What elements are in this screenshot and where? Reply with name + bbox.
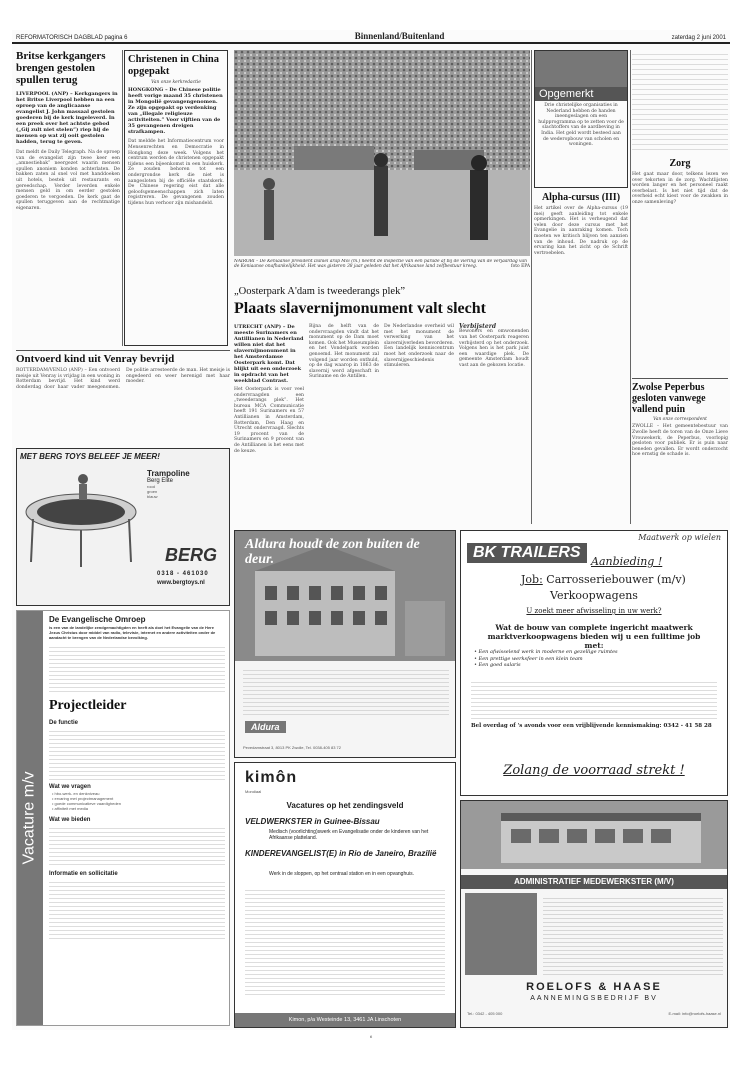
article-liverpool xyxy=(16,50,120,350)
caption-text: NAIROBI – De Keniaanse president Daniel arap Moi (m.) neemt de inspectie van een parade af bij de viering van de verjaardag van de Keniaanse onafhankelijkheid. Het was gisteren 38 jaar geleden dat het Afrikaanse land zelfbestuur kreeg. xyxy=(234,259,527,270)
ad-body-text xyxy=(49,644,225,692)
header-paper: REFORMATORISCH DAGBLAD pagina 6 xyxy=(16,35,128,41)
ad-sub: Mondiaal xyxy=(245,789,262,794)
ad-top: Maatwerk op wielen xyxy=(638,533,721,542)
page-number: 6 xyxy=(369,1034,373,1039)
photo-caption xyxy=(234,259,530,283)
ad-aanbieding: Aanbieding ! xyxy=(591,555,663,568)
ad-contact-left: Tel.: 0342 - 405 000 xyxy=(467,1011,503,1016)
letter-title: Zorg xyxy=(669,158,691,169)
ad-vacancy-2-desc: Werk in de sloppen, op het centraal station en in een opvanghuis. xyxy=(269,871,415,877)
ad-h-info: Informatie en sollicitatie xyxy=(49,871,118,877)
ad-body-text xyxy=(245,887,445,997)
ad-color-2: groen xyxy=(147,489,158,494)
letter-body: Het artikel over de Alpha-cursus (19 mei) geeft aanleiding tot enkele opmerkingen. Het is verheugend dat velen door deze cursus met het Evangelie in aanraking komen. Toch moeten we kritisch blijven ten aanzien van de inhoud. De nadruk op de ervaring kan het zicht op de Schrift vertroebelen. xyxy=(534,206,628,256)
ad-brand: kimôn xyxy=(245,769,298,786)
column-rule xyxy=(531,50,532,524)
list-item: • affiniteit met media xyxy=(52,806,225,811)
article-col1: Het Oosterpark is voor veel ondervraagden een „tweederangs plek”. Het bureau MCA Communicatie heeft 191 Surinamers en 57 Antillianen in Amsterdam, Rotterdam, Den Haag en Utrecht ondervraagd. Slechts 19 procent van de Surinamers en 9 procent van de Antillianen is het eens met de keuze. xyxy=(234,387,304,454)
office-building-illustration xyxy=(461,801,727,869)
box-opgemerkt xyxy=(534,50,628,188)
article-slavernij xyxy=(234,286,530,526)
newspaper-page xyxy=(12,30,730,1039)
list-item: • Een afwisselend werk in moderne en gezellige ruimtes xyxy=(474,649,717,656)
ad-headline: Aldura houdt de zon buiten de deur. xyxy=(245,537,420,567)
ad-roelofs xyxy=(460,800,728,1028)
list-item: • hbo-werk- en denkniveau xyxy=(52,791,225,796)
article-byline: Van onze kerkredactie xyxy=(151,80,201,85)
ad-info-text xyxy=(49,879,225,939)
ad-footer: Kimon, p/a Westeinde 13, 3461 JA Linschoten xyxy=(235,1013,455,1027)
column-rule xyxy=(630,50,631,524)
ad-vacancy-2: KINDEREVANGELIST(E) in Rio de Janeiro, Brazilië xyxy=(245,849,437,858)
ad-intro: is een van de landelijke zendgemachtigden en heeft als doel het Evangelie van de Here Jezus Christus door middel van radio, televisie, internet en andere activiteiten onder de aandacht te brengen van de Nederlandse bevolking. xyxy=(49,625,216,640)
article-china xyxy=(124,50,228,346)
ad-vacancy-1: VELDWERKSTER in Guinee-Bissau xyxy=(245,817,380,826)
page-header xyxy=(12,30,730,44)
ad-role: ADMINISTRATIEF MEDEWERKSTER (M/V) xyxy=(461,875,727,889)
article-col4: Bewoners en omwonenden van het Oosterpark reageren verbijsterd op het onderzoek. Volgens hen is het park juist een waardige plek. De gemeente Amsterdam houdt vast aan de gekozen locatie. xyxy=(459,329,529,368)
letter-alpha xyxy=(534,192,628,378)
ad-brand-logo: BK TRAILERS xyxy=(467,543,587,563)
ad-body-text xyxy=(471,679,717,719)
ad-sub: AANNEMINGSBEDRIJF BV xyxy=(530,995,658,1002)
ad-contact: Bel overdag of 's avonds voor een vrijblijvende kennismaking: 0342 - 41 58 28 xyxy=(471,723,712,729)
list-item: • goede communicatieve vaardigheden xyxy=(52,801,225,806)
ad-vragen-list xyxy=(49,791,225,811)
ad-role: Projectleider xyxy=(49,698,127,713)
ad-bktrailers xyxy=(460,530,728,796)
article-zwolle xyxy=(632,378,728,518)
article-title: Britse kerkgangers brengen gestolen spullen terug xyxy=(16,50,106,86)
letter-previous-text xyxy=(632,50,728,150)
ad-address: Pevedamstraat 3, 8013 PK Zwolle, Tel. 0038-405 83 72 xyxy=(243,745,341,750)
news-photo xyxy=(234,50,530,256)
ad-org: De Evangelische Omroep xyxy=(49,615,146,624)
ad-color-3: blauw xyxy=(147,494,158,499)
article-venray xyxy=(16,350,230,444)
article-kicker: „Oosterpark A'dam is tweederangs plek” xyxy=(234,286,405,297)
parade-photo-illustration xyxy=(234,50,530,256)
ad-h-vragen: Wat we vragen xyxy=(49,784,91,790)
ad-brand: Aldura xyxy=(245,721,286,733)
article-body: Dat meldt de Daily Telegraph. Na de oproep van de evangelist zijn twee keer een „amnestiebak” neergezet waarin mensen spullen anoniem konden achterlaten. De bakken zaten al snel vol met handdoeken uit hotels, bestek uit restaurants en gereedschap. Verder leverden enkele mensen geld in om eerder gestolen goederen te vergoeden. De kerk gaat de spullen teruggeven aan de rechtmatige eigenaren. xyxy=(16,150,120,211)
ad-tagline: U zoekt meer afwisseling in uw werk? xyxy=(526,607,662,615)
article-title: Christenen in China opgepakt xyxy=(128,54,220,77)
ad-functie-text xyxy=(49,728,225,780)
ad-roelofs-photo xyxy=(461,801,727,869)
ad-bieden-text xyxy=(49,825,225,865)
ad-slogan: Zolang de voorraad strekt ! xyxy=(503,763,685,778)
header-section: Binnenland/Buitenland xyxy=(354,31,445,41)
ad-eo-vacature xyxy=(16,610,230,1026)
ad-product: Trampoline xyxy=(147,469,190,478)
ad-tagline: Vacatures op het zendingsveld xyxy=(286,801,404,810)
letter-body: Het gaat maar door, telkens lezen we over tekorten in de zorg. Wachtlijsten worden langer en het personeel raakt overbelast. Is het niet tijd dat de overheid echt kiest voor de zwakken in onze samenleving? xyxy=(632,172,728,205)
article-col2: Bijna de helft van de ondervraagden vindt dat het monument op de Dam moet komen. Ook het Museumplein en het Vondelpark worden genoemd. Het monument zal volgend jaar worden onthuld, op de dag waarop in 1863 de slavernij werd afgeschaft in Suriname en de Antillen. xyxy=(309,324,379,380)
trampoline-illustration xyxy=(21,467,141,577)
article-subhead: Verbijsterd xyxy=(459,323,497,330)
box-body: Drie christelijke organisaties in Nederland hebben de handen ineengeslagen om een hulpprogramma op te zetten voor de slachtoffers van de aardbeving in India. Het geld wordt besteed aan de wederopbouw van scholen en woningen. xyxy=(538,103,624,148)
ad-vacancy-1-desc: Medisch (voorlichting)swerk en Evangelisatie onder de kinderen van het Afrikaanse platteland. xyxy=(269,829,429,841)
article-body: ZWOLLE – Het gemeentebestuur van Zwolle heeft de toren van de Onze Lieve Vrouwekerk, de Peperbus, voorlopig gesloten voor publiek. Er is puin naar beneden gevallen. Er wordt onderzocht hoe ernstig de schade is. xyxy=(632,424,728,458)
ad-url: www.bergtoys.nl xyxy=(157,580,205,586)
ad-h-bieden: Wat we bieden xyxy=(49,817,91,823)
article-col3: De Nederlandse overheid wil met het monument de verwerking van het slavernijverleden bevorderen. Een landelijk kenniscentrum moet het onderzoek naar de slavernijgeschiedenis stimuleren. xyxy=(384,324,454,369)
ad-headline: MET BERG TOYS BELEEF JE MEER! xyxy=(20,452,160,461)
article-body: ROTTERDAM/VENLO (ANP) – Een ontvoerd meisje uit Venray is vrijdag in een woning in Rotterdam bevrijd. Het kind werd donderdag door haar vader meegenomen. De politie arresteerde de man. Het meisje is ongedeerd en weer herenigd met haar moeder. xyxy=(16,368,230,390)
ad-job-label: Job: xyxy=(521,573,543,586)
ad-pitch: Wat de bouw van complete ingericht maatwerk marktverkoopwagens bieden wij u een fulltime job met: xyxy=(487,623,701,650)
ad-eo-content xyxy=(49,615,225,939)
ad-aldura xyxy=(234,530,456,758)
ad-side-panel xyxy=(465,893,537,975)
ad-side-bar xyxy=(17,611,43,1025)
ad-brand: ROELOFS & HAASE xyxy=(526,981,662,993)
article-title: Plaats slavernijmonument valt slecht xyxy=(234,300,486,317)
list-item: • Een prettige werksfeer in een klein team xyxy=(474,656,717,663)
article-lead: HONGKONG – De Chinese politie heeft vorige maand 35 christenen in Mongolië gevangengenomen. Ze zijn opgepakt op verdenking van „illegale religieuze activiteiten.” Voor vijftien van de 35 gevangenen dreigen strafkampen. xyxy=(128,87,223,136)
ad-phone: 0318 - 461030 xyxy=(157,571,209,577)
letter-title: Alpha-cursus (III) xyxy=(541,192,621,203)
ad-color-1: rood xyxy=(147,484,156,489)
ad-side-text: Vacature m/v xyxy=(21,771,39,865)
letter-zorg xyxy=(632,50,728,370)
article-title: Zwolse Peperbus gesloten vanwege vallend puin xyxy=(632,382,706,415)
list-item: • Een goed salaris xyxy=(474,662,717,669)
ad-kimon xyxy=(234,762,456,1028)
article-title: Ontvoerd kind uit Venray bevrijd xyxy=(16,353,175,365)
ad-brand-logo: BERG xyxy=(165,545,218,565)
list-item: • ervaring met projectmanagement xyxy=(52,796,225,801)
ad-job2: Verkoopwagens xyxy=(550,589,638,602)
article-lead: UTRECHT (ANP) – De meeste Surinamers en Antillianen in Nederland willen niet dat het slavernijmonument in het Amsterdamse Oosterpark komt. Dat blijkt uit een onderzoek in opdracht van het weekblad Contrast. xyxy=(234,324,304,384)
column-rule xyxy=(122,50,123,346)
article-lead: LIVERPOOL (ANP) – Kerkgangers in het Britse Liverpool hebben na een oproep van de anglicaanse evangelist J. John massaal gestolen goederen bij de kerk ingeleverd. In een preek over het achtste gebod („Gij zult niet stelen”) riep hij de mensen op wat zij ooit gestolen hadden, terug te geven. xyxy=(16,91,118,145)
ad-body-text xyxy=(243,667,449,715)
article-byline: Van onze correspondent xyxy=(653,417,707,422)
article-body: Dat meldde het Informatiecentrum voor Mensenrechten en Democratie in Hongkong deze week. Volgens het centrum werden de christenen opgepakt tijdens een bijeenkomst in een huiskerk. Ze zouden behoren tot een ondergrondse kerk die niet is aangesloten bij de officiële staatskerk. De Chinese regering eist dat alle geloofsgemeenschappen zich laten registreren. De gevangenen zouden tijdens hun verhoor zijn mishandeld. xyxy=(128,139,224,206)
photo-credit: foto EPA xyxy=(511,264,530,270)
box-title: Opgemerkt xyxy=(535,87,627,101)
ad-bergtoys xyxy=(16,448,230,606)
header-date: zaterdag 2 juni 2001 xyxy=(671,35,726,41)
ad-h-functie: De functie xyxy=(49,720,79,726)
opgemerkt-image xyxy=(535,51,627,87)
ad-body-text xyxy=(543,895,723,975)
ad-model: Berg Elite xyxy=(147,478,174,484)
ad-bergtoys-info xyxy=(147,469,227,499)
ad-bullets xyxy=(471,649,717,669)
ad-contact-right: E-mail: info@roelofs-haase.nl xyxy=(668,1011,721,1016)
ad-job: Carrosseriebouwer (m/v) xyxy=(546,573,686,586)
